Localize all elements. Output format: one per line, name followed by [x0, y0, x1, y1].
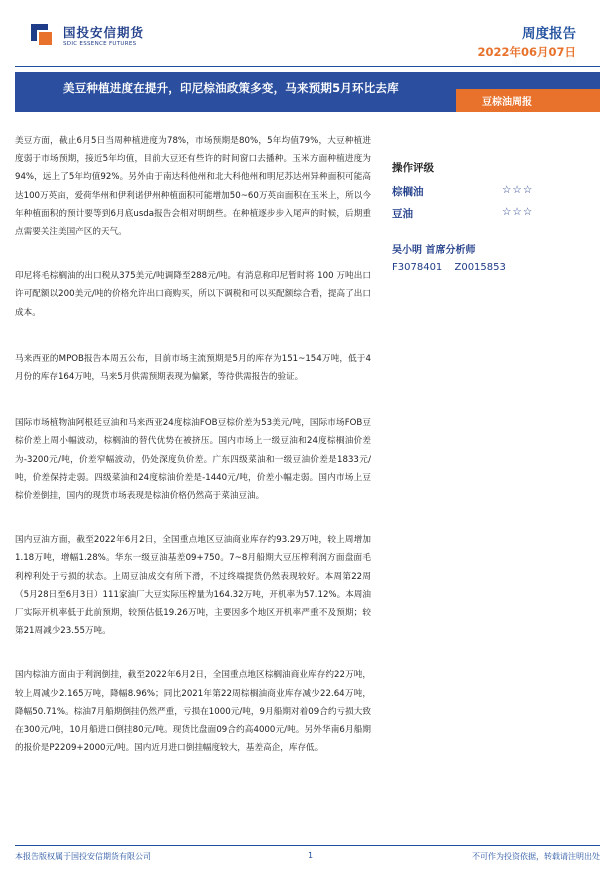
report-tag-label: 豆棕油周报 [482, 97, 532, 108]
rating-title: 操作评级 [392, 162, 434, 174]
rating-sidebar [392, 160, 592, 273]
analyst-code-z: Z0015853 [454, 262, 506, 273]
analyst-codes [392, 262, 515, 273]
analyst-name: 吴小明 首席分析师 [392, 245, 476, 256]
paragraph-spreads: 国际市场植物油阿根廷豆油和马来西亚24度棕油FOB豆棕价差为53美元/吨，国际市场FOB豆棕价差上周小幅波动，棕榈油的替代优势在被挤压。国内市场上一级豆油和24度棕榈油价差为-3200元/吨，价差窄幅波动，仍处深度负价差。广东四级菜油和一级豆油价差是1833元/吨，价差保持走弱。四级菜油和24度棕油价差是-1440元/吨，价差小幅走弱。国内市场上豆棕价差倒挂，国内的现货市场表现是棕油价格仍然高于菜油豆油。 [15, 418, 371, 502]
rating-row-palm [392, 184, 534, 199]
paragraph-us-soybean: 美豆方面，截止6月5日当周种植进度为78%，市场预期是80%，5年均值79%，大豆种植进度弱于市场预期，接近5年均值，目前大豆还有些许的时间窗口去播种。玉米方面种植进度为94%，远上了5年均值92%。另外由于南达科他州和北大科他州和明尼苏达州异种面积可能高达100万英亩，爱荷华州和伊利诺伊州种植面积可能增加50~60万英亩面积在玉米上，所以今年种植面积的预计要等到6月底usda报告会相对明朗些。在种植逐步步入尾声的时候，后期重点需要关注美国产区的天气。 [15, 136, 371, 238]
report-title: 美豆种植进度在提升，印尼棕油政策多变，马来预期5月环比去库 [63, 81, 399, 95]
footer-disclaimer: 不可作为投资依据，转载请注明出处 [472, 852, 600, 861]
logo-mark-icon [31, 24, 57, 50]
title-banner [15, 72, 600, 112]
paragraph-malaysia-mpob: 马来西亚的MPOB报告本周五公布，目前市场主流预期是5月的库存为151~154万吨，低于4月份的库存164万吨，马来5月供需预期表现为偏紧，等待供需报告的验证。 [15, 353, 371, 383]
rating-stars-icon: ☆☆☆ [502, 184, 534, 196]
rating-product: 豆油 [392, 208, 413, 220]
report-tag [456, 89, 600, 112]
rating-row-soyoil [392, 206, 534, 221]
paragraph-domestic-palm: 国内棕油方面由于利润倒挂，截至2022年6月2日，全国重点地区棕榈油商业库存约22万吨，较上周减少2.165万吨，降幅8.96%；同比2021年第22周棕榈油商业库存减少22.64万吨，降幅50.71%。棕油7月船期倒挂仍然严重，亏损在1000元/吨，9月船期对着09合约亏损大致在300元/吨，10月船进口倒挂80元/吨。现货比盘面09合约高4000元/吨。另外华南6月船期的报价是P2209+2000元/吨。国内近月进口倒挂幅度较大，基差高企，库存低。 [15, 670, 371, 754]
paragraph-indonesia-palm: 印尼将毛棕榈油的出口税从375美元/吨调降至288元/吨。有消息称印尼暂时将 100 万吨出口许可配额以200美元/吨的价格允许出口商购买，所以下调税和可以买配额综合看，提高了出口成本。 [15, 271, 371, 318]
company-logo [31, 24, 144, 50]
paragraph-domestic-soyoil: 国内豆油方面，截至2022年6月2日，全国重点地区豆油商业库存约93.29万吨，较上周增加1.18万吨，增幅1.28%。华东一级豆油基差09+750。7~8月船期大豆压榨利润方面盘面毛利榨利处于亏损的状态。上周豆油成交有所下滑，不过终端提货仍然表现较好。本周第22周（5月28日至6月3日）111家油厂大豆实际压榨量为164.32万吨，开机率为57.12%。本周油厂实际开机率低于此前预期，较预估低19.26万吨，主要因多个地区开机率严重不及预期；较第21周减少23.55万吨。 [15, 535, 371, 637]
report-body [15, 132, 371, 781]
footer-divider [15, 845, 600, 846]
page-number: 1 [308, 851, 314, 860]
company-name-cn: 国投安信期货 [63, 25, 145, 40]
rating-product: 棕榈油 [392, 186, 424, 198]
analyst-code-f: F3078401 [392, 262, 443, 273]
report-date: 2022年06月07日 [477, 45, 576, 59]
header-divider [15, 66, 600, 67]
footer-copyright: 本报告版权属于国投安信期货有限公司 [15, 852, 151, 861]
report-type: 周度报告 [522, 26, 576, 42]
company-name-en: SDIC ESSENCE FUTURES [63, 41, 137, 47]
rating-stars-icon: ☆☆☆ [502, 206, 534, 218]
